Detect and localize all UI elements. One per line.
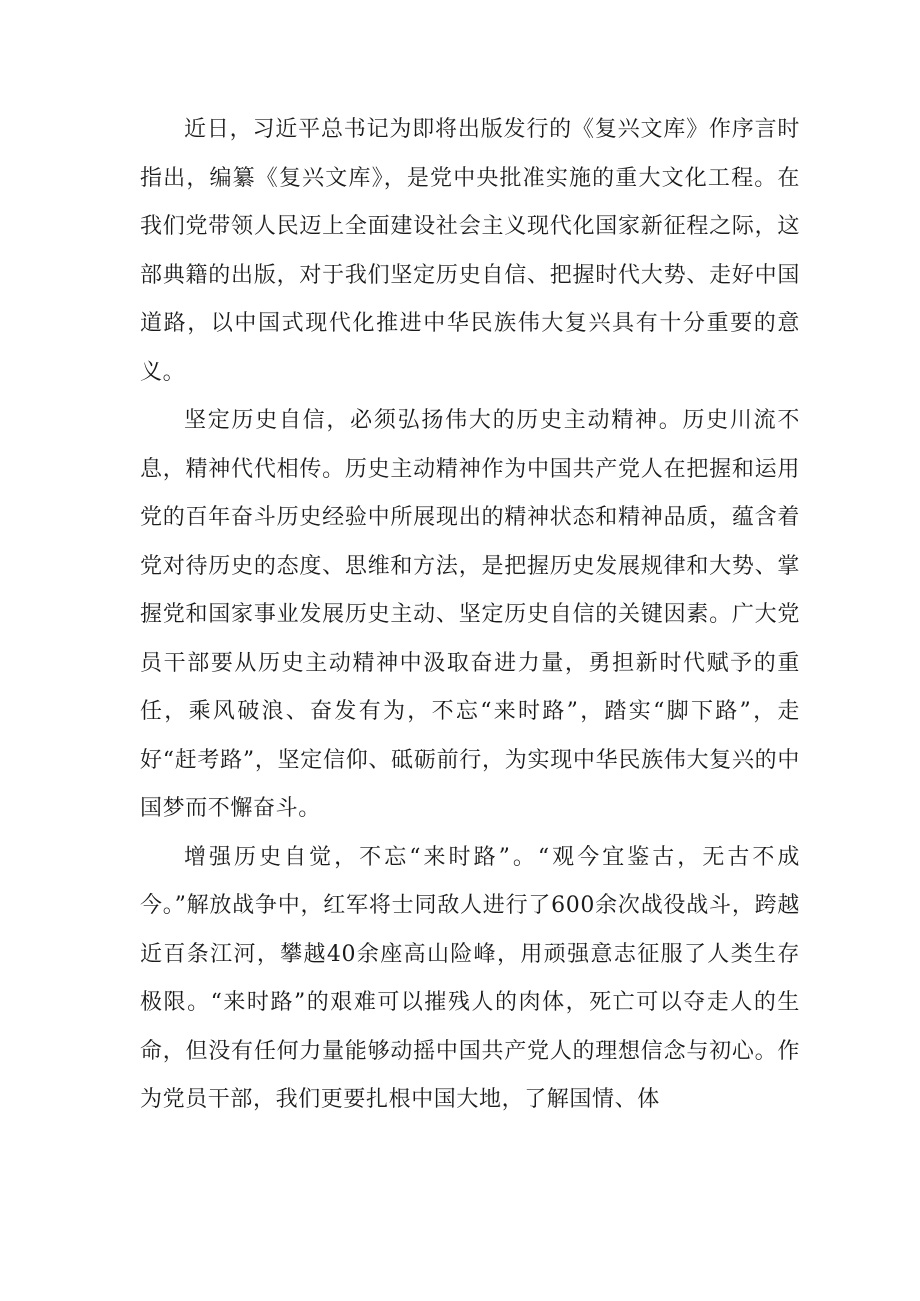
document-body <box>140 106 800 1125</box>
paragraph-1: 近日，习近平总书记为即将出版发行的《复兴文库》作序言时指出，编纂《复兴文库》，是党中央批准实施的重大文化工程。在我们党带领人民迈上全面建设社会主义现代化国家新征程之际，这部典籍的出版，对于我们坚定历史自信、把握时代大势、走好中国道路，以中国式现代化推进中华民族伟大复兴具有十分重要的意义。 <box>140 117 800 385</box>
paragraph-3: 增强历史自觉，不忘“来时路”。“观今宜鉴古，无古不成今。”解放战争中，红军将士同敌人进行了600余次战役战斗，跨越近百条江河，攀越40余座高山险峰，用顽强意志征服了人类生存极限。“来时路”的艰难可以摧残人的肉体，死亡可以夺走人的生命，但没有任何力量能够动摇中国共产党人的理想信念与初心。作为党员干部，我们更要扎根中国大地，了解国情、体 <box>140 844 800 1112</box>
paragraph-2: 坚定历史自信，必须弘扬伟大的历史主动精神。历史川流不息，精神代代相传。历史主动精神作为中国共产党人在把握和运用党的百年奋斗历史经验中所展现出的精神状态和精神品质，蕴含着党对待历史的态度、思维和方法，是把握历史发展规律和大势、掌握党和国家事业发展历史主动、坚定历史自信的关键因素。广大党员干部要从历史主动精神中汲取奋进力量，勇担新时代赋予的重任，乘风破浪、奋发有为，不忘“来时路”，踏实“脚下路”，走好“赶考路”，坚定信仰、砥砺前行，为实现中华民族伟大复兴的中国梦而不懈奋斗。 <box>140 408 800 821</box>
